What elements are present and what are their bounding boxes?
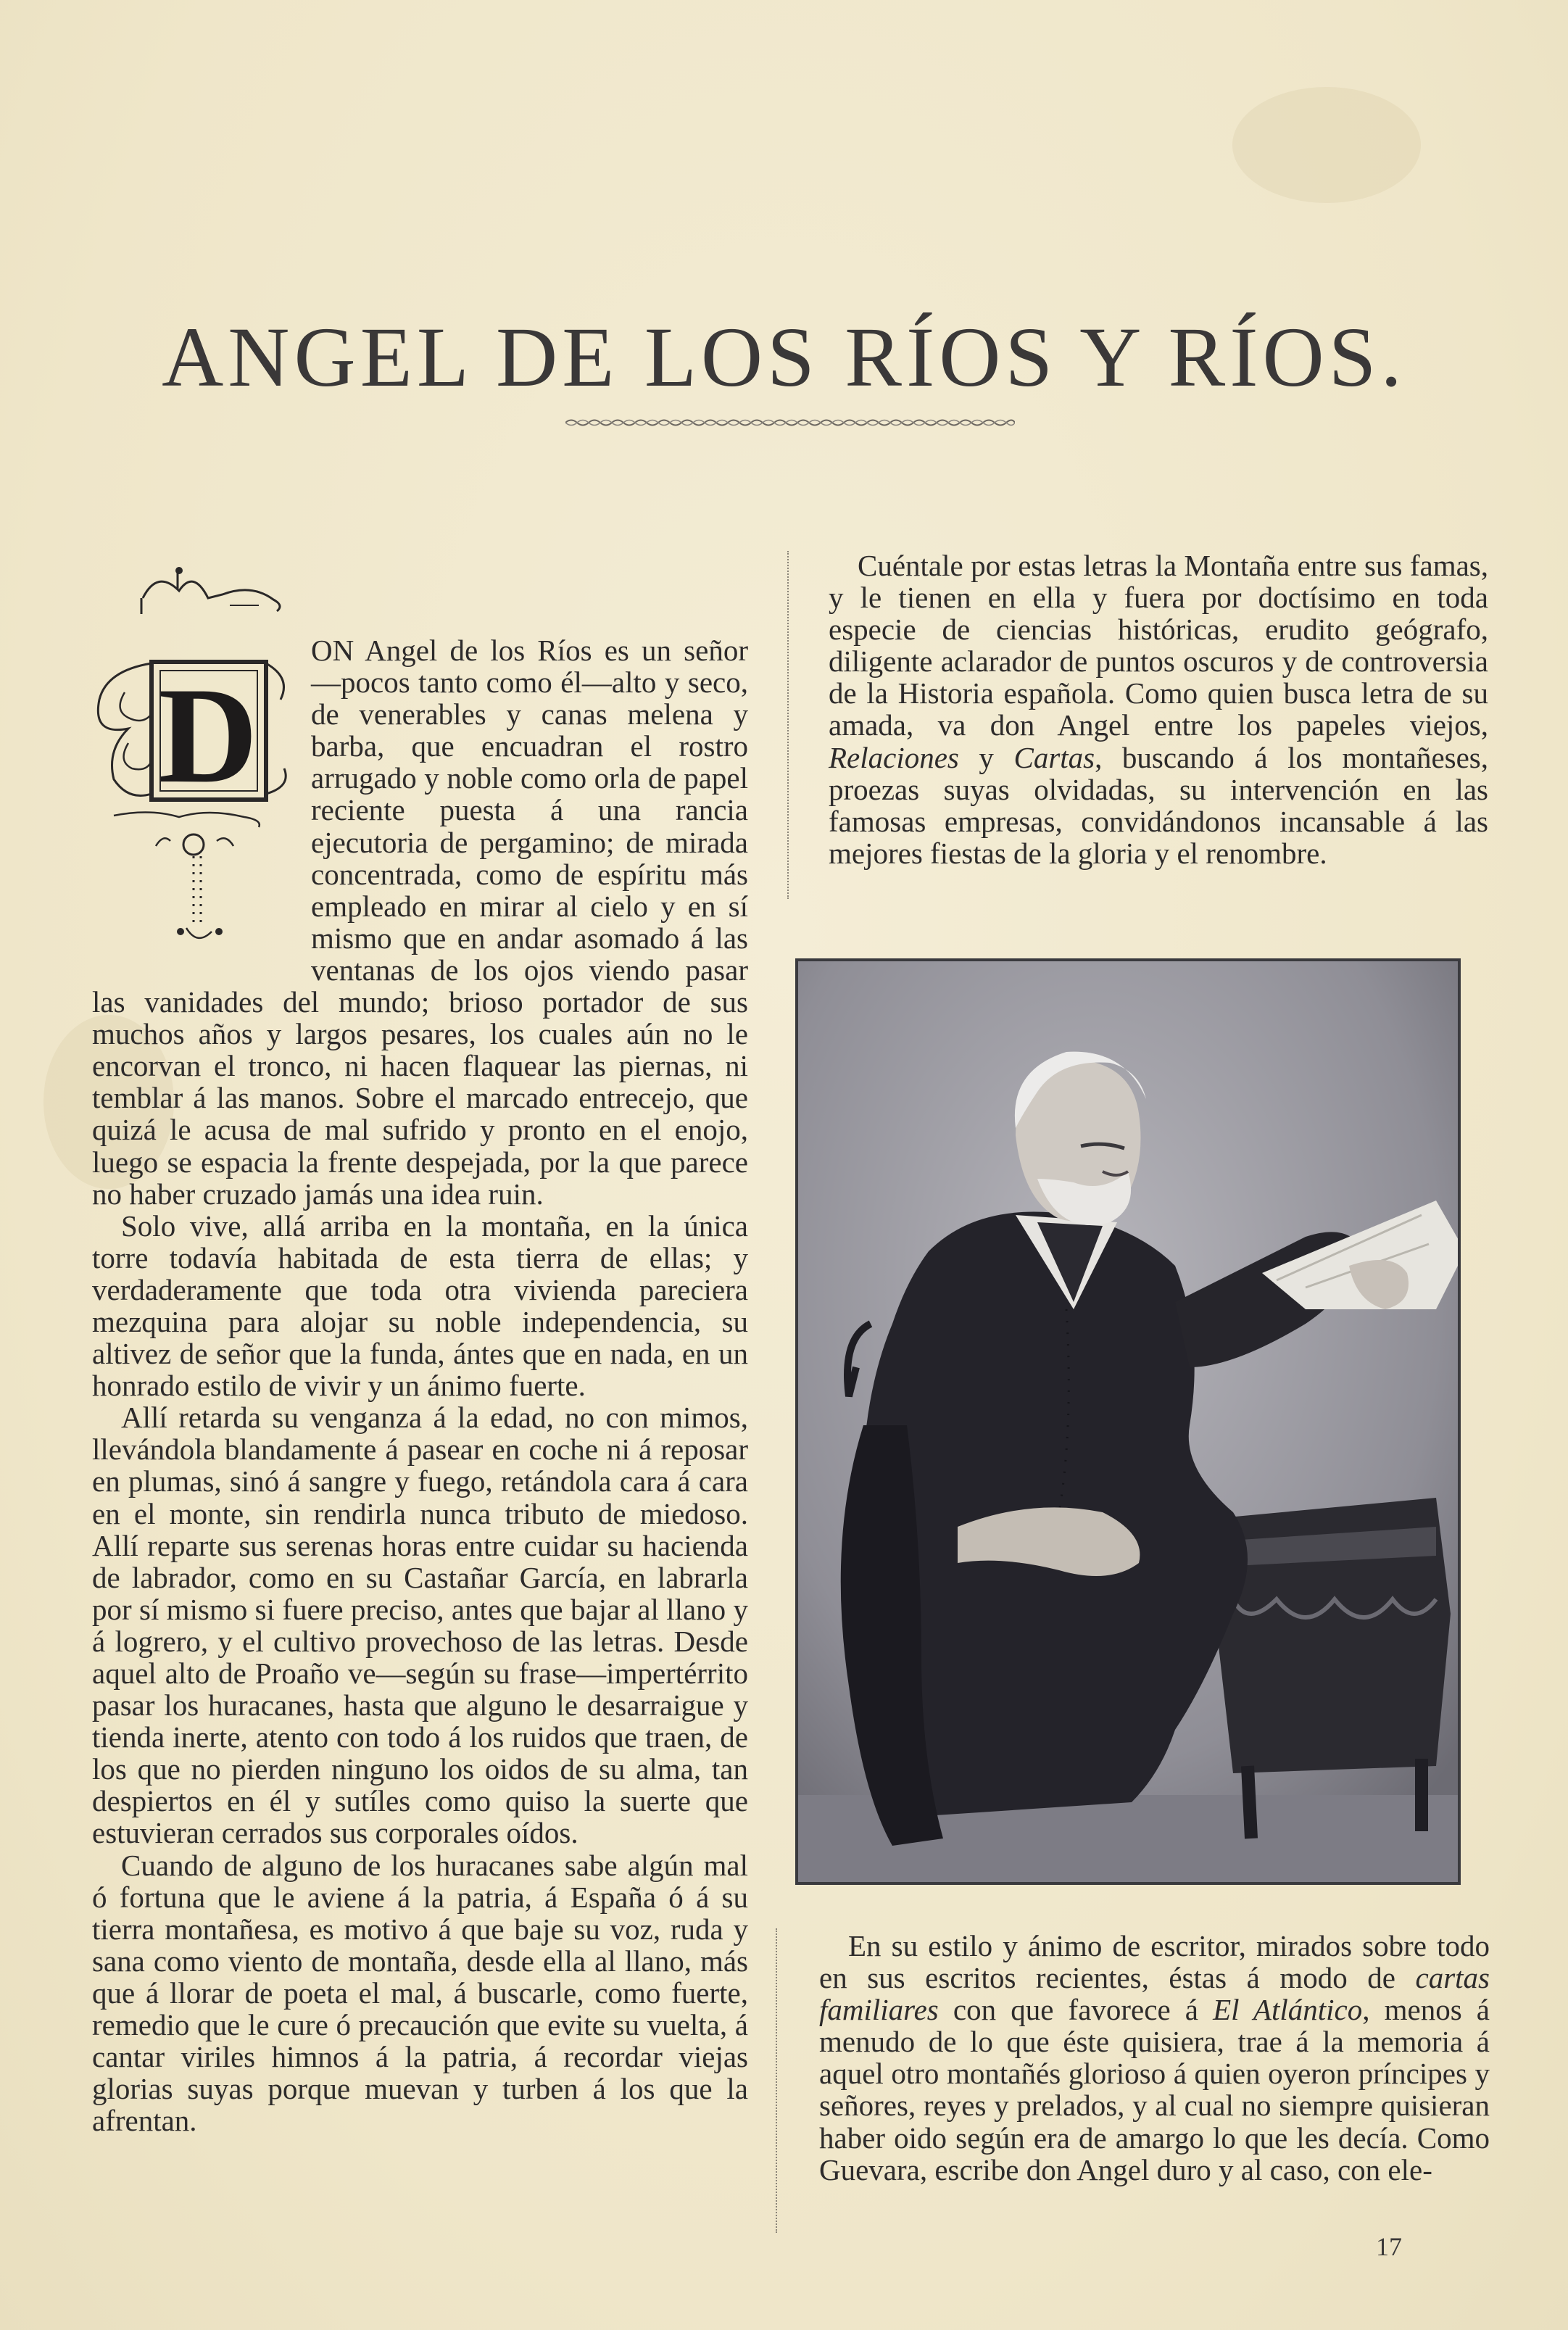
paper-stain [1232,87,1421,203]
text-segment: y [958,740,1014,774]
page-number: 17 [1376,2232,1402,2261]
column-divider-bottom [776,1928,777,2233]
text-segment: En su estilo y ánimo de escritor, mirados sobre todo en sus escritos recientes, éstas á modo de [819,1929,1490,1995]
paragraph-4: Cuando de alguno de los huracanes sabe algún mal ó fortuna que le aviene á la patria, á España ó á su tierra montañesa, es motivo á que baje su voz, ruda y sana como viento de montaña, desde ella al llano, más que á llorar de poeta el mal, á buscarle, como fuerte, remedio que le cure ó precaución que evite su vuelta, á cantar viriles himnos á la patria, á recordar viejas glorias suyas porque muevan y turben á los que la afrentan. [92,1848,748,2138]
portrait-photograph [795,958,1461,1885]
text-segment: Cuéntale por estas letras la Montaña entre sus famas, y le tienen en ella y fuera por doctísimo en toda especie de ciencias históricas, erudito geógrafo, diligente aclarador de puntos oscuros y de controversia de la Historia española. Como quien busca letra de su amada, va don Angel entre los papeles viejos, [829,549,1488,742]
right-column-bottom [819,1930,1490,2186]
title-ornament-rule [565,415,1015,431]
paragraph-1-text: Angel de los Ríos es un señor —pocos tanto como él—alto y seco, de venerables y canas melena y barba, que encuadran el rostro arrugado y noble como orla de papel reciente puesta á una rancia ejecutoria de pergamino; de mirada concentrada, como de espíritu más empleado en mirar al cielo y en sí mismo que en andar asomado á las ventanas de los ojos viendo pasar las vanidades del mundo; brioso portador de sus muchos años y largos pesares, los cuales aún no le encorvan el tronco, ni hacen flaquear las piernas, ni temblar á las manos. Sobre el marcado entrecejo, que quizá le acusa de mal sufrido y pronto en el enojo, luego se espacia la frente despejada, por la que parece no haber cruzado jamás una idea ruin. [92,634,748,1211]
seated-man-reading-portrait [798,961,1458,1882]
left-column [92,634,748,2136]
italic-title: cartas familiares [819,1961,1490,2027]
first-word: ON [311,634,354,667]
text-segment: , menos á menudo de lo que éste quisiera, trae á la memoria á aquel otro montañés glorioso á quien oyeron príncipes y señores, reyes y prelados, y al cual no siempre quisieran haber oido según era de amargo lo que les decía. Como Guevara, escribe don Angel duro y al caso, con ele- [819,1993,1490,2186]
text-segment: con que favorece á [938,1993,1214,2027]
paragraph-3: Allí retarda su venganza á la edad, no con mimos, llevándola blandamente á pasear en coche ni á reposar en plumas, sinó á sangre y fuego, retándola cara á cara en el monte, sin rendirla nunca tributo de miedoso. Allí reparte sus serenas horas entre cuidar su hacienda de labrador, como en su Castañar García, en labrarla por sí mismo si fuere preciso, antes que bajar al llano y á logrero, y el cultivo provechoso de las letras. Desde aquel alto de Proaño ve—según su frase—impertérrito pasar los huracanes, hasta que alguno le desarraigue y tienda inerte, atento con todo á los ruidos que traen, de los que no pierden ninguno los oidos de su alma, tan despiertos en él y sutíles como quiso la suerte que estuvieran cerrados sus corporales oídos. [92,1401,748,1850]
column-divider-top [787,551,789,899]
italic-title: Cartas [1013,740,1095,774]
right-paragraph-2 [819,1930,1490,2186]
italic-title: Relaciones [829,740,959,774]
paragraph-2: Solo vive, allá arriba en la montaña, en la única torre todavía habitada de esta tierra de ellas; y verdaderamente que toda otra vivienda pareciera mezquina para alojar su noble independencia, su altivez de señor que la funda, ántes que en nada, en un honrado estilo de vivir y un ánimo fuerte. [92,1208,748,1403]
text-segment: , buscando á los montañeses, proezas suyas olvidadas, su intervención en las famosas empresas, convidándonos incansable á las mejores fiestas de la gloria y el renombre. [829,740,1488,870]
ornamental-initial [85,555,295,961]
right-column-top [829,550,1488,869]
italic-title: El Atlántico [1213,1993,1363,2027]
dropcap-letter: D [158,660,258,812]
article-title: ANGEL DE LOS RÍOS Y RÍOS. [162,310,1406,405]
right-paragraph-1 [829,550,1488,869]
